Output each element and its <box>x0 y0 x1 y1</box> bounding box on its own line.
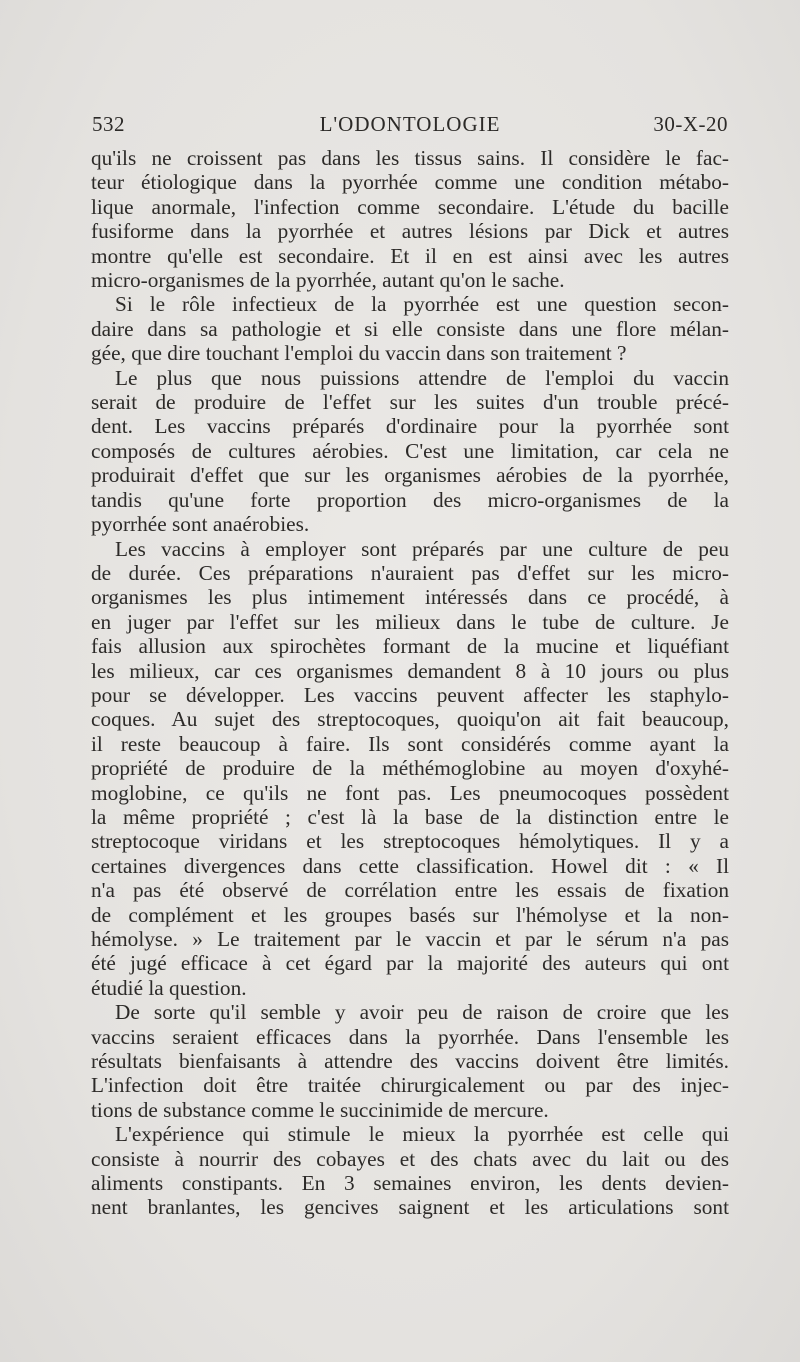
text-line: teur étiologique dans la pyorrhée comme une condition métabo- <box>91 170 729 195</box>
text-line: Le plus que nous puissions attendre de l'emploi du vaccin <box>115 365 729 390</box>
text-line: organismes les plus intimement intéressés dans ce procédé, à <box>91 585 729 610</box>
text-line: composés de cultures aérobies. C'est une limitation, car cela ne <box>91 438 729 463</box>
text-line: propriété de produire de la méthémoglobine au moyen d'oxyhé- <box>91 756 729 781</box>
body-text <box>91 146 729 1220</box>
text-line: Si le rôle infectieux de la pyorrhée est une question secon- <box>115 292 729 317</box>
text-line: résultats bienfaisants à attendre des vaccins doivent être limités. <box>91 1049 729 1074</box>
text-line: produirait d'effet que sur les organismes aérobies de la pyorrhée, <box>91 463 729 488</box>
text-line: gée, que dire touchant l'emploi du vaccin dans son traitement ? <box>91 341 627 366</box>
page-number: 532 <box>92 112 125 136</box>
text-line: fusiforme dans la pyorrhée et autres lésions par Dick et autres <box>91 219 729 244</box>
text-line: pyorrhée sont anaérobies. <box>91 512 310 537</box>
issue-date: 30-X-20 <box>653 112 728 136</box>
text-line: coques. Au sujet des streptocoques, quoiqu'on ait fait beaucoup, <box>91 707 729 732</box>
text-line: consiste à nourrir des cobayes et des chats avec du lait ou des <box>91 1146 729 1171</box>
text-line: étudié la question. <box>91 975 247 1000</box>
text-line: montre qu'elle est secondaire. Et il en est ainsi avec les autres <box>91 243 729 268</box>
text-line: pour se développer. Les vaccins peuvent affecter les staphylo- <box>91 682 729 707</box>
text-line: nent branlantes, les gencives saignent et les articulations sont <box>91 1195 729 1220</box>
text-line: streptocoque viridans et les streptocoques hémolytiques. Il y a <box>91 829 729 854</box>
text-line: moglobine, ce qu'ils ne font pas. Les pneumocoques possèdent <box>91 780 729 805</box>
text-line: les milieux, car ces organismes demandent 8 à 10 jours ou plus <box>91 658 729 683</box>
text-line: fais allusion aux spirochètes formant de la mucine et liquéfiant <box>91 634 729 659</box>
text-line: dent. Les vaccins préparés d'ordinaire pour la pyorrhée sont <box>91 414 729 439</box>
text-line: la même propriété ; c'est là la base de la distinction entre le <box>91 804 729 829</box>
text-line: de complément et les groupes basés sur l'hémolyse et la non- <box>91 902 729 927</box>
text-line: n'a pas été observé de corrélation entre les essais de fixation <box>91 878 729 903</box>
text-line: daire dans sa pathologie et si elle consiste dans une flore mélan- <box>91 316 729 341</box>
text-line: aliments constipants. En 3 semaines environ, les dents devien- <box>91 1171 729 1196</box>
text-line: il reste beaucoup à faire. Ils sont considérés comme ayant la <box>91 731 729 756</box>
text-line: en juger par l'effet sur les milieux dans le tube de culture. Je <box>91 609 729 634</box>
text-line: lique anormale, l'infection comme secondaire. L'étude du bacille <box>91 194 729 219</box>
text-line: de durée. Ces préparations n'auraient pas d'effet sur les micro- <box>91 560 729 585</box>
text-line: L'infection doit être traitée chirurgicalement ou par des injec- <box>91 1073 729 1098</box>
text-line: vaccins seraient efficaces dans la pyorrhée. Dans l'ensemble les <box>91 1024 729 1049</box>
text-line: qu'ils ne croissent pas dans les tissus sains. Il considère le fac- <box>91 146 729 170</box>
text-line: hémolyse. » Le traitement par le vaccin et par le sérum n'a pas <box>91 927 729 951</box>
text-line: serait de produire de l'effet sur les suites d'un trouble précé- <box>91 390 729 415</box>
text-line: L'expérience qui stimule le mieux la pyorrhée est celle qui <box>115 1122 729 1147</box>
text-line: De sorte qu'il semble y avoir peu de raison de croire que les <box>115 1000 729 1025</box>
text-line: tions de substance comme le succinimide de mercure. <box>91 1097 549 1122</box>
text-line: été jugé efficace à cet égard par la majorité des auteurs qui ont <box>91 951 729 976</box>
running-title: L'ODONTOLOGIE <box>319 112 501 136</box>
text-line: certaines divergences dans cette classification. Howel dit : « Il <box>91 853 729 878</box>
running-header <box>92 112 728 142</box>
text-line: Les vaccins à employer sont préparés par une culture de peu <box>115 536 729 561</box>
text-line: tandis qu'une forte proportion des micro-organismes de la <box>91 487 729 512</box>
text-line: micro-organismes de la pyorrhée, autant qu'on le sache. <box>91 268 565 293</box>
